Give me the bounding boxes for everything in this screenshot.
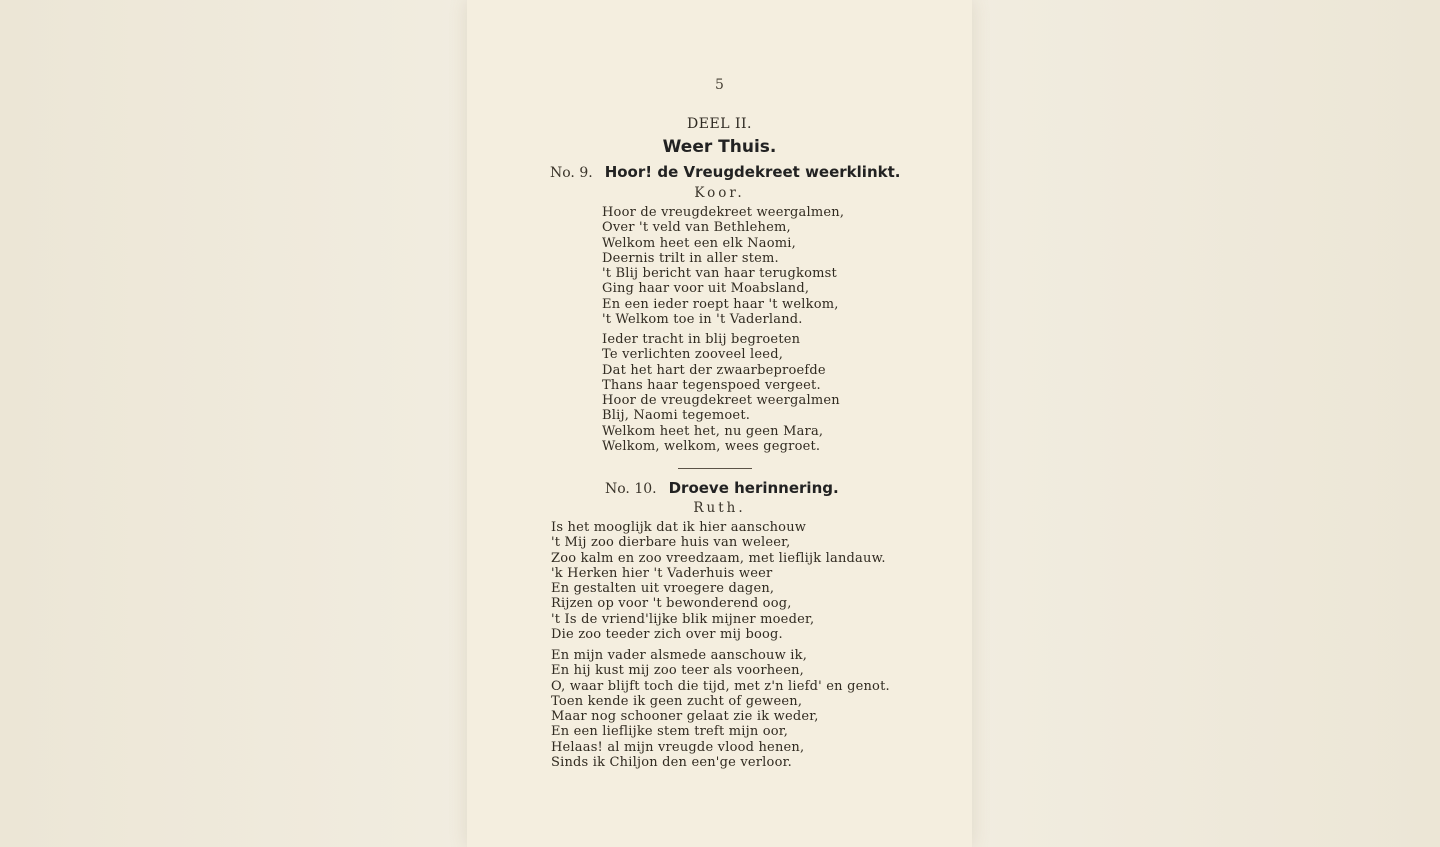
verse-line: Welkom, welkom, wees gegroet.: [602, 439, 821, 455]
song-number: No. 10.: [605, 481, 657, 497]
verse-line: 't Mij zoo dierbare huis van weleer,: [551, 535, 791, 551]
stanza: [602, 332, 840, 454]
verse-line: Helaas! al mijn vreugde vlood henen,: [551, 739, 805, 755]
voice-label: Koor.: [694, 185, 745, 201]
voice-label: Ruth.: [693, 500, 746, 516]
stanza: [551, 520, 886, 642]
verse-line: O, waar blijft toch die tijd, met z'n liefd' en genot.: [551, 678, 890, 694]
verse-line: En mijn vader alsmede aanschouw ik,: [551, 648, 808, 663]
verse-line: Dat het hart der zwaarbeproefde: [602, 362, 826, 378]
verse-line: 't Blij bericht van haar terugkomst: [602, 266, 837, 282]
book-page: [467, 0, 972, 847]
verse-line: Zoo kalm en zoo vreedzaam, met lieflijk landauw.: [551, 550, 886, 566]
verse-line: Welkom heet het, nu geen Mara,: [602, 423, 824, 439]
verse-line: Die zoo teeder zich over mij boog.: [551, 627, 783, 643]
verse-line: Thans haar tegenspoed vergeet.: [602, 377, 821, 393]
verse-line: En een lieflijke stem treft mijn oor,: [551, 724, 789, 740]
song-number: No. 9.: [550, 165, 593, 181]
section-divider: [678, 468, 752, 469]
verse-line: Rijzen op voor 't bewonderend oog,: [551, 596, 792, 612]
verse-line: Toen kende ik geen zucht of geween,: [551, 693, 803, 709]
song-heading: [550, 162, 900, 181]
verse-line: Ging haar voor uit Moabsland,: [602, 281, 810, 297]
verse-line: En gestalten uit vroegere dagen,: [551, 581, 775, 597]
verse-line: Ieder tracht in blij begroeten: [602, 332, 801, 347]
verse-line: Deernis trilt in aller stem.: [602, 250, 779, 266]
verse-line: Is het mooglijk dat ik hier aanschouw: [551, 520, 807, 535]
stanza: [551, 648, 890, 770]
verse-line: Hoor de vreugdekreet weergalmen,: [602, 205, 845, 220]
page-number: 5: [715, 77, 724, 93]
verse-line: Welkom heet een elk Naomi,: [602, 235, 796, 251]
song-title: Hoor! de Vreugdekreet weerklinkt.: [604, 163, 901, 181]
verse-line: Blij, Naomi tegemoet.: [602, 408, 751, 424]
stanza: [602, 205, 844, 327]
verse-line: En hij kust mij zoo teer als voorheen,: [551, 663, 804, 679]
verse-line: Te verlichten zooveel leed,: [602, 347, 784, 363]
verse-line: Maar nog schooner gelaat zie ik weder,: [551, 709, 819, 725]
verse-line: En een ieder roept haar 't welkom,: [602, 296, 839, 312]
section-title: Weer Thuis.: [662, 137, 777, 157]
verse-line: 't Is de vriend'lijke blik mijner moeder,: [551, 611, 815, 627]
verse-line: 't Welkom toe in 't Vaderland.: [602, 312, 803, 328]
verse-line: Hoor de vreugdekreet weergalmen: [602, 393, 840, 409]
verse-line: Sinds ik Chiljon den een'ge verloor.: [551, 755, 792, 771]
verse-line: Over 't veld van Bethlehem,: [602, 220, 791, 236]
song-heading: [605, 478, 839, 497]
verse-line: 'k Herken hier 't Vaderhuis weer: [551, 565, 773, 581]
part-heading: DEEL II.: [687, 116, 752, 132]
song-title: Droeve herinnering.: [668, 479, 839, 497]
